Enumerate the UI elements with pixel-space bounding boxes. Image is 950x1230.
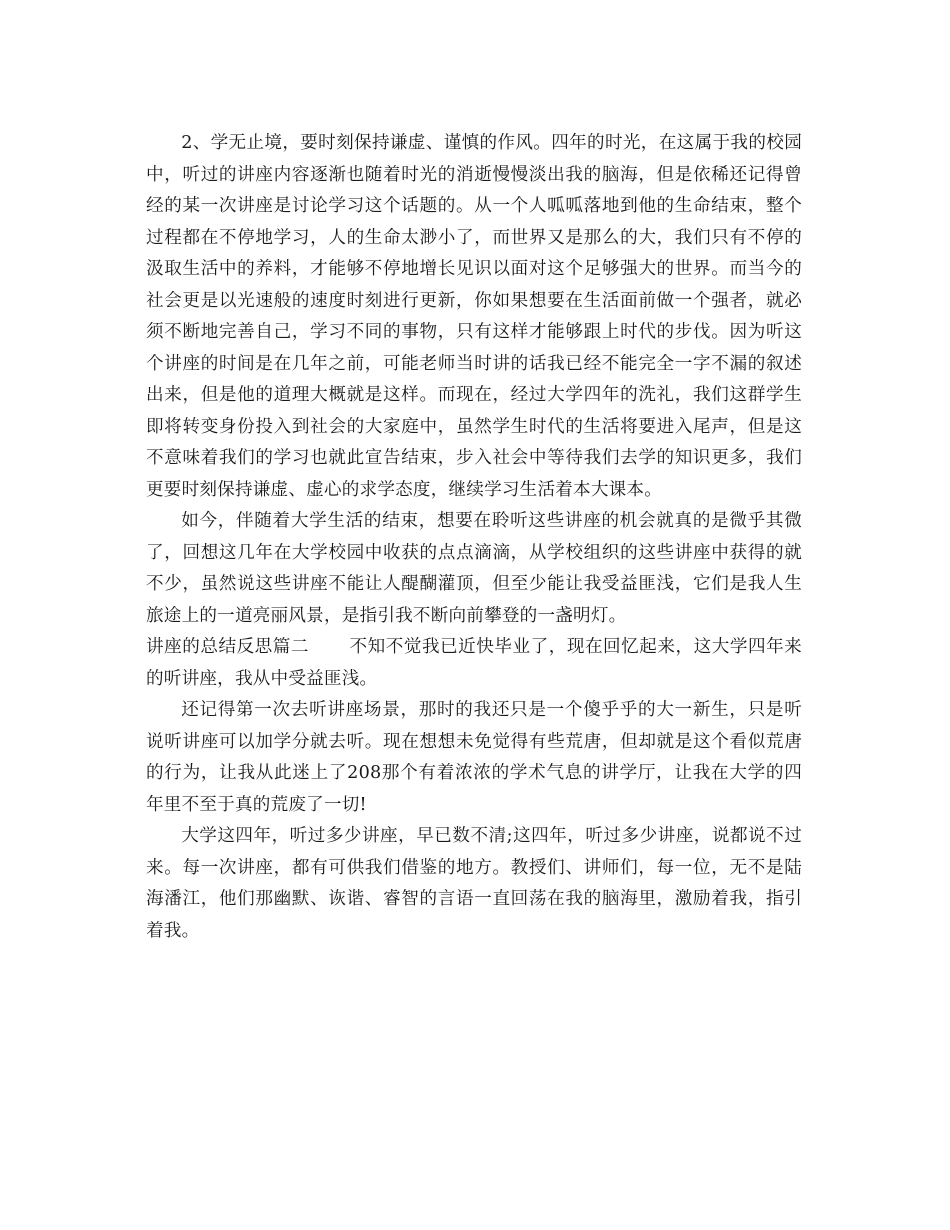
paragraph-4 <box>146 695 802 821</box>
paragraph-4-text: 还记得第一次去听讲座场景，那时的我还只是一个傻乎乎的大一新生，只是听说听讲座可以加学分就去听。现在想想未免觉得有些荒唐，但却就是这个看似荒唐的行为，让我从此迷上了208那个有着浓浓的学术气息的讲学厅，让我在大学的四年里不至于真的荒废了一切! <box>146 700 802 815</box>
paragraph-5 <box>146 821 802 947</box>
paragraph-3 <box>146 632 802 695</box>
paragraph-1 <box>146 128 802 506</box>
paragraph-2-text: 如今，伴随着大学生活的结束，想要在聆听这些讲座的机会就真的是微乎其微了，回想这几年在大学校园中收获的点点滴滴，从学校组织的这些讲座中获得的就不少，虽然说这些讲座不能让人醍醐灌顶，但至少能让我受益匪浅，它们是我人生旅途上的一道亮丽风景，是指引我不断向前攀登的一盏明灯。 <box>146 511 802 626</box>
paragraph-5-text: 大学这四年，听过多少讲座，早已数不清;这四年，听过多少讲座，说都说不过来。每一次讲座，都有可供我们借鉴的地方。教授们、讲师们，每一位，无不是陆海潘江，他们那幽默、诙谐、睿智的言语一直回荡在我的脑海里，激励着我，指引着我。 <box>146 826 802 941</box>
paragraph-2 <box>146 506 802 632</box>
document-page <box>146 128 802 947</box>
paragraph-1-text: 2、学无止境，要时刻保持谦虚、谨慎的作风。四年的时光，在这属于我的校园中，听过的讲座内容逐渐也随着时光的消逝慢慢淡出我的脑海，但是依稀还记得曾经的某一次讲座是讨论学习这个话题的。从一个人呱呱落地到他的生命结束，整个过程都在不停地学习，人的生命太渺小了，而世界又是那么的大，我们只有不停的汲取生活中的养料，才能够不停地增长见识以面对这个足够强大的世界。而当今的社会更是以光速般的速度时刻进行更新，你如果想要在生活面前做一个强者，就必须不断地完善自己，学习不同的事物，只有这样才能够跟上时代的步伐。因为听这个讲座的时间是在几年之前，可能老师当时讲的话我已经不能完全一字不漏的叙述出来，但是他的道理大概就是这样。而现在，经过大学四年的洗礼，我们这群学生即将转变身份投入到社会的大家庭中，虽然学生时代的生活将要进入尾声，但是这不意味着我们的学习也就此宣告结束，步入社会中等待我们去学的知识更多，我们更要时刻保持谦虚、虚心的求学态度，继续学习生活着本大课本。 <box>146 133 802 500</box>
paragraph-3-text: 不知不觉我已近快毕业了，现在回忆起来，这大学四年来的听讲座，我从中受益匪浅。 <box>146 637 802 689</box>
section-heading: 讲座的总结反思篇二 <box>146 637 310 657</box>
